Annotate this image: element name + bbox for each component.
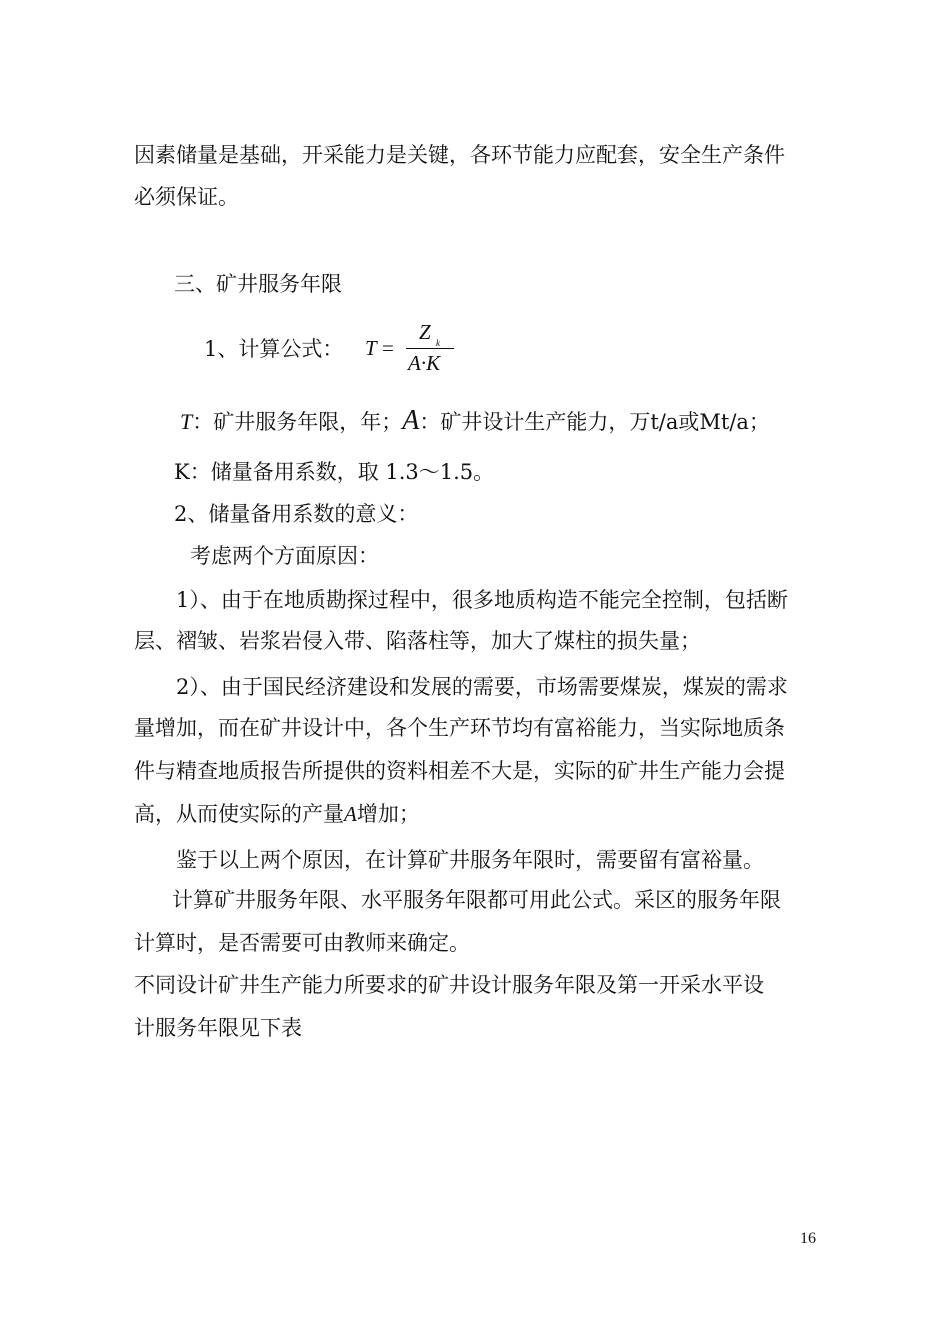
formula-lhs: T bbox=[365, 336, 377, 360]
reason-2-text: 增加； bbox=[356, 802, 420, 826]
service-life-formula bbox=[365, 318, 465, 378]
section-heading: 三、矿井服务年限 bbox=[174, 272, 342, 296]
reason-2-line: 件与精查地质报告所提供的资料相差不大是，实际的矿井生产能力会提 bbox=[134, 759, 785, 783]
reason-2-line: 2）、由于国民经济建设和发展的需要，市场需要煤炭，煤炭的需求 bbox=[176, 675, 788, 699]
definition-A-text: ：矿井设计生产能力，万t/a或Mt/a； bbox=[419, 410, 770, 434]
symbol-A-inline: A bbox=[344, 802, 357, 826]
page-number: 16 bbox=[800, 1230, 816, 1247]
reason-2-line: 量增加，而在矿井设计中，各个生产环节均有富裕能力，当实际地质条 bbox=[134, 716, 785, 740]
usage-line: 计算时，是否需要可由教师来确定。 bbox=[134, 931, 470, 955]
usage-line: 计算矿井服务年限、水平服务年限都可用此公式。采区的服务年限 bbox=[172, 888, 781, 912]
reason-1-line: 层、褶皱、岩浆岩侵入带、陷落柱等，加大了煤柱的损失量； bbox=[134, 629, 701, 653]
paragraph-line: 必须保证。 bbox=[134, 185, 239, 209]
formula-subscript: k bbox=[436, 338, 440, 348]
paragraph-line: 因素储量是基础，开采能力是关键，各环节能力应配套，安全生产条件 bbox=[134, 143, 785, 167]
formula-numerator: Z bbox=[419, 320, 431, 344]
conclusion: 鉴于以上两个原因，在计算矿井服务年限时，需要留有富裕量。 bbox=[176, 848, 764, 872]
reason-2-line bbox=[134, 800, 420, 828]
table-reference-line: 计服务年限见下表 bbox=[134, 1016, 302, 1040]
reasons-intro: 考虑两个方面原因： bbox=[190, 544, 379, 568]
reason-1-line: 1）、由于在地质勘探过程中，很多地质构造不能完全控制，包括断 bbox=[176, 588, 788, 612]
item-heading: 2、储量备用系数的意义： bbox=[174, 502, 419, 526]
definition-T-text: ：矿井服务年限，年； bbox=[192, 410, 403, 434]
table-reference-line: 不同设计矿井生产能力所要求的矿井设计服务年限及第一开采水平设 bbox=[134, 973, 764, 997]
definition-K: K：储量备用系数，取 1.3～1.5。 bbox=[174, 460, 495, 484]
formula-equals: = bbox=[382, 336, 394, 360]
definition-T bbox=[180, 407, 770, 436]
formula-denominator: A·K bbox=[408, 351, 441, 375]
reason-2-text: 高，从而使实际的产量 bbox=[134, 802, 344, 826]
formula-label: 1、计算公式： bbox=[204, 337, 344, 361]
fraction-bar bbox=[406, 348, 454, 349]
symbol-A: A bbox=[402, 405, 420, 436]
symbol-T: T bbox=[180, 409, 193, 434]
